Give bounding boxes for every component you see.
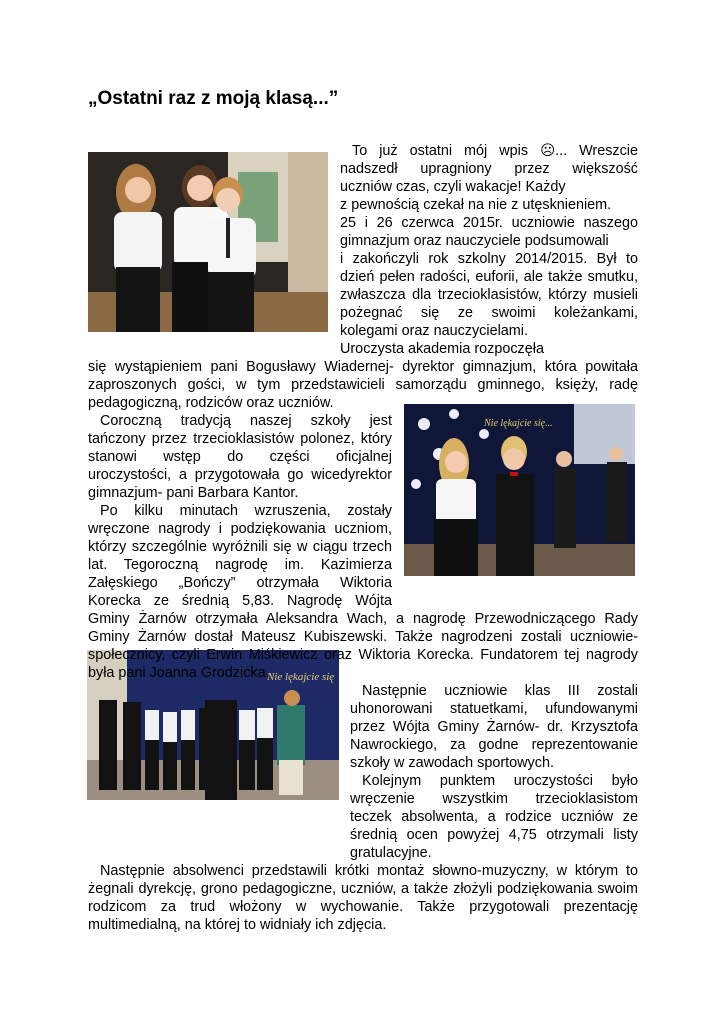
text-line: pedagogiczną, rodziców oraz uczniów.: [88, 395, 334, 411]
text-line: którzy szczególnie wyróżnili się w ciągu trzech: [88, 539, 392, 555]
text-line: tańczony przez trzecioklasistów polonez, który: [88, 431, 392, 447]
text-line: kolegami oraz nauczycielami.: [340, 323, 528, 339]
text-line: średnią ocen powyżej 4,75 otrzymali listy: [350, 827, 638, 843]
text-line: Gminy Żarnów dostał Mateusz Kubiszewski. Także nagrodzeni zostali uczniowie-: [88, 629, 638, 645]
text-line: rodzicom za trud włożony w wychowanie. Także przygotowali prezentację: [88, 899, 638, 915]
text-line: gratulacyjne.: [350, 845, 432, 861]
text-line: pożegnać się ze swoimi koleżankami,: [340, 305, 638, 321]
text-line: nadszedł upragniony przez większość: [340, 161, 638, 177]
text-line: teczek absolwenta, a rodzice uczniów ze: [350, 809, 638, 825]
text-line: szkoły w zawodach sportowych.: [350, 755, 554, 771]
text-line: społecznicy, czyli Erwin Miśkiewicz oraz Wiktoria Korecka. Fundatorem tej nagrody: [88, 647, 638, 663]
text-line: była pani Joanna Grodzicka.: [88, 665, 270, 681]
text-line: Coroczną tradycją naszej szkoły jest: [100, 413, 392, 429]
text-line: Następnie uczniowie klas III zostali: [362, 683, 638, 699]
article-title: „Ostatni raz z moją klasą...”: [88, 88, 339, 109]
photo-polonaise-dance: [404, 404, 635, 576]
banner-text: Nie lękajcie się: [267, 671, 335, 683]
text-line: z pewnością czekał na nie z utęsknieniem.: [340, 197, 612, 213]
text-line: Nawrockiego, za godne reprezentowanie: [350, 737, 638, 753]
text-line: lat. Tegoroczną nagrodę im. Kazimierza: [88, 557, 392, 573]
text-line: i zakończyli rok szkolny 2014/2015. Był to: [340, 251, 638, 267]
text-line: Kolejnym punktem uroczystości było: [362, 773, 638, 789]
text-line: stanowi wstęp do części oficjalnej: [88, 449, 392, 465]
text-line: uhonorowani statuetkami, ufundowanymi: [350, 701, 638, 717]
text-line: się wystąpieniem pani Bogusławy Wiadernej- dyrektor gimnazjum, która powitała: [88, 359, 638, 375]
text-line: Załęskiego „Bończy” otrzymała Wiktoria: [88, 575, 392, 591]
banner-text: Nie lękajcie się...: [484, 418, 553, 429]
text-line: wręczenie wszystkim trzecioklasistom: [350, 791, 638, 807]
text-line: multimedialną, na której to widniały ich zdjęcia.: [88, 917, 387, 933]
text-line: Gminy Żarnów otrzymała Aleksandra Wach, a nagrodę Przewodniczącego Rady: [88, 611, 638, 627]
text-line: To już ostatni mój wpis ☹... Wreszcie: [352, 143, 638, 159]
text-line: Po kilku minutach wzruszenia, zostały: [100, 503, 392, 519]
text-line: zwłaszcza dla trzecioklasistów, którzy musieli: [340, 287, 638, 303]
text-line: przez Wójta Gminy Żarnów- dr. Krzysztofa: [350, 719, 638, 735]
text-line: żegnali dyrekcję, grono pedagogiczne, uczniów, a także złożyli podziękowania swoim: [88, 881, 638, 897]
text-line: Następnie absolwenci przedstawili krótki montaż słowno-muzyczny, w którym to: [100, 863, 638, 879]
text-line: gimnazjum- pani Barbara Kantor.: [88, 485, 299, 501]
text-line: gimnazjum oraz nauczyciele podsumowali: [340, 233, 609, 249]
photo-three-girls: [88, 152, 328, 332]
text-line: wręczone nagrody i podziękowania uczniom,: [88, 521, 392, 537]
text-line: uroczystości, a przygotowała go wicedyrektor: [88, 467, 392, 483]
text-line: dzień pełen radości, euforii, ale także smutku,: [340, 269, 638, 285]
text-line: Korecka ze średnią 5,83. Nagrodę Wójta: [88, 593, 392, 609]
text-line: uczniów czas, czyli wakacje! Każdy: [340, 179, 566, 195]
text-line: 25 i 26 czerwca 2015r. uczniowie naszego: [340, 215, 638, 231]
text-line: zaproszonych gości, w tym przedstawicieli samorządu gminnego, księży, radę: [88, 377, 638, 393]
text-line: Uroczysta akademia rozpoczęła: [340, 341, 544, 357]
